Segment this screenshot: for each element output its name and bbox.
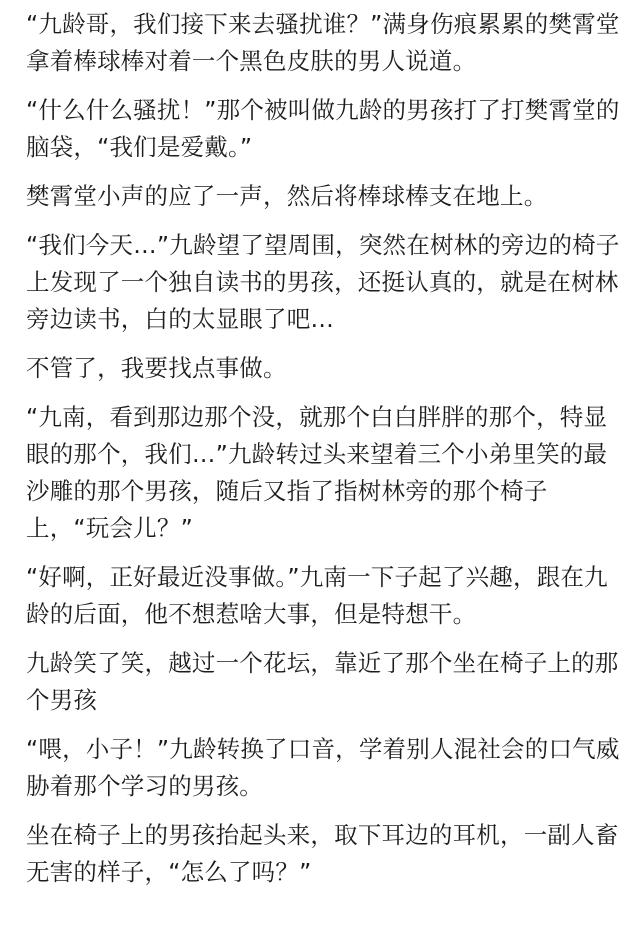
story-paragraph: 坐在椅子上的男孩抬起头来，取下耳边的耳机，一副人畜无害的样子，“怎么了吗？” — [26, 821, 619, 886]
story-text — [26, 6, 622, 903]
story-paragraph: “九南，看到那边那个没，就那个白白胖胖的那个，特显眼的那个，我们…”九龄转过头来望着三个小弟里笑的最沙雕的那个男孩，随后又指了指树林旁的那个椅子上，“玩会儿？” — [26, 403, 608, 542]
story-paragraph: 九龄笑了笑，越过一个花坛，靠近了那个坐在椅子上的那个男孩 — [26, 649, 619, 714]
story-paragraph: 不管了，我要找点事做。 — [26, 354, 287, 382]
story-paragraph: “九龄哥，我们接下来去骚扰谁？”满身伤痕累累的樊霄堂拿着棒球棒对着一个黑色皮肤的男人说道。 — [26, 10, 620, 75]
story-paragraph: 樊霄堂小声的应了一声，然后将棒球棒支在地上。 — [26, 182, 548, 210]
story-paragraph: “喂，小子！”九龄转换了口音，学着别人混社会的口气威胁着那个学习的男孩。 — [26, 735, 620, 800]
story-paragraph: “好啊，正好最近没事做。”九南一下子起了兴趣，跟在九龄的后面，他不想惹啥大事，但是特想干。 — [26, 563, 608, 628]
story-paragraph: “我们今天…”九龄望了望周围，突然在树林的旁边的椅子上发现了一个独自读书的男孩，还挺认真的，就是在树林旁边读书，白的太显眼了吧… — [26, 231, 620, 333]
story-paragraph: “什么什么骚扰！”那个被叫做九龄的男孩打了打樊霄堂的脑袋，“我们是爱戴。” — [26, 96, 620, 161]
